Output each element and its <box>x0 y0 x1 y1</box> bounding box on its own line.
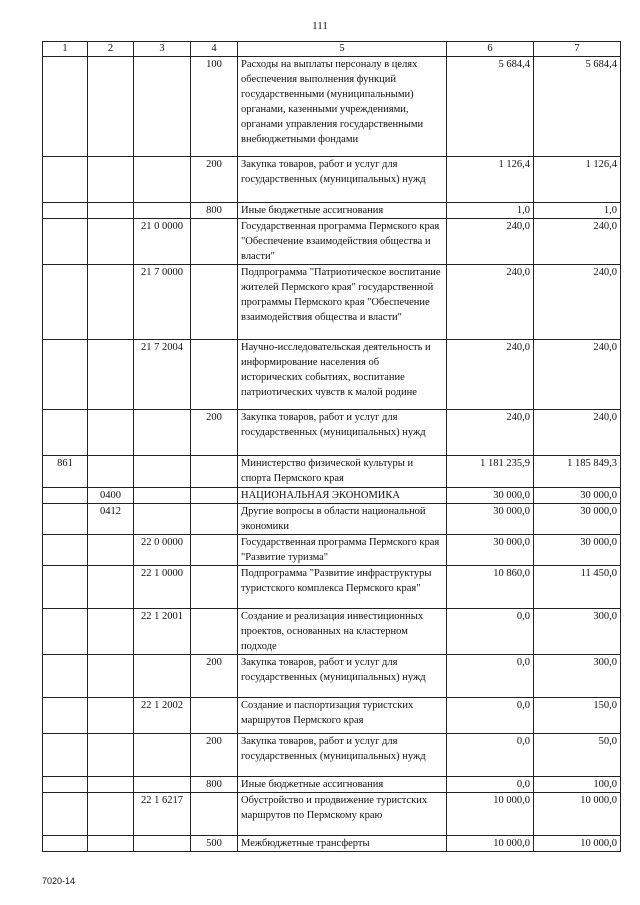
table-row <box>43 265 621 340</box>
cell-section <box>88 535 134 566</box>
cell-name: Подпрограмма "Развитие инфраструктуры туристского комплекса Пермского края" <box>238 566 447 609</box>
table-row <box>43 57 621 157</box>
cell-name: Закупка товаров, работ и услуг для государственных (муниципальных) нужд <box>238 655 447 698</box>
cell-name: Министерство физической культуры и спорта Пермского края <box>238 456 447 488</box>
cell-section <box>88 265 134 340</box>
cell-name: Расходы на выплаты персоналу в целях обеспечения выполнения функций государственными (муниципальными) органами, казенными учреждениями, органами управления государственными внебюджетными фондами <box>238 57 447 157</box>
cell-amount-year2: 5 684,4 <box>534 57 621 157</box>
cell-target-article <box>134 836 191 852</box>
cell-amount-year2: 1 185 849,3 <box>534 456 621 488</box>
cell-section <box>88 836 134 852</box>
cell-target-article: 22 1 0000 <box>134 566 191 609</box>
cell-expense-type: 100 <box>191 57 238 157</box>
cell-amount-year2: 1 126,4 <box>534 157 621 203</box>
cell-department <box>43 566 88 609</box>
cell-amount-year1: 0,0 <box>447 734 534 777</box>
cell-expense-type: 200 <box>191 734 238 777</box>
cell-department <box>43 698 88 734</box>
table-row <box>43 203 621 219</box>
cell-section <box>88 456 134 488</box>
table-row <box>43 609 621 655</box>
cell-name: Создание и реализация инвестиционных проектов, основанных на кластерном подходе <box>238 609 447 655</box>
cell-name: Иные бюджетные ассигнования <box>238 203 447 219</box>
cell-amount-year2: 30 000,0 <box>534 504 621 535</box>
cell-name: Закупка товаров, работ и услуг для государственных (муниципальных) нужд <box>238 157 447 203</box>
cell-target-article <box>134 456 191 488</box>
cell-expense-type <box>191 456 238 488</box>
cell-target-article: 21 7 2004 <box>134 340 191 410</box>
cell-name: НАЦИОНАЛЬНАЯ ЭКОНОМИКА <box>238 488 447 504</box>
table-row <box>43 157 621 203</box>
table-row <box>43 793 621 836</box>
cell-amount-year1: 10 000,0 <box>447 836 534 852</box>
cell-amount-year2: 240,0 <box>534 340 621 410</box>
cell-section <box>88 698 134 734</box>
cell-department <box>43 57 88 157</box>
cell-amount-year2: 240,0 <box>534 219 621 265</box>
cell-amount-year1: 240,0 <box>447 410 534 456</box>
cell-department <box>43 340 88 410</box>
cell-name: Иные бюджетные ассигнования <box>238 777 447 793</box>
cell-amount-year2: 300,0 <box>534 655 621 698</box>
cell-department <box>43 655 88 698</box>
cell-expense-type <box>191 698 238 734</box>
cell-amount-year2: 50,0 <box>534 734 621 777</box>
cell-department <box>43 488 88 504</box>
cell-amount-year2: 240,0 <box>534 410 621 456</box>
cell-expense-type: 200 <box>191 410 238 456</box>
cell-amount-year2: 300,0 <box>534 609 621 655</box>
cell-amount-year2: 1,0 <box>534 203 621 219</box>
cell-target-article: 22 1 6217 <box>134 793 191 836</box>
cell-amount-year1: 240,0 <box>447 219 534 265</box>
cell-expense-type <box>191 488 238 504</box>
cell-amount-year2: 100,0 <box>534 777 621 793</box>
cell-target-article <box>134 504 191 535</box>
cell-name: Научно-исследовательская деятельность и информирование населения об исторических событиях, воспитание патриотических чувств к малой родине <box>238 340 447 410</box>
cell-amount-year2: 30 000,0 <box>534 535 621 566</box>
column-header: 7 <box>534 42 621 57</box>
cell-department <box>43 609 88 655</box>
cell-section <box>88 203 134 219</box>
cell-name: Государственная программа Пермского края "Развитие туризма" <box>238 535 447 566</box>
cell-name: Обустройство и продвижение туристских маршрутов по Пермскому краю <box>238 793 447 836</box>
cell-expense-type <box>191 793 238 836</box>
table-row <box>43 734 621 777</box>
cell-name: Подпрограмма "Патриотическое воспитание жителей Пермского края" государственной программы Пермского края "Обеспечение взаимодействия общества и власти" <box>238 265 447 340</box>
cell-amount-year1: 0,0 <box>447 777 534 793</box>
cell-department <box>43 504 88 535</box>
cell-target-article <box>134 57 191 157</box>
cell-section <box>88 340 134 410</box>
column-header-row <box>43 42 621 57</box>
table-row <box>43 777 621 793</box>
cell-amount-year2: 30 000,0 <box>534 488 621 504</box>
table-row <box>43 836 621 852</box>
cell-amount-year2: 10 000,0 <box>534 793 621 836</box>
cell-target-article <box>134 488 191 504</box>
cell-amount-year1: 30 000,0 <box>447 488 534 504</box>
cell-amount-year2: 150,0 <box>534 698 621 734</box>
cell-amount-year1: 1 126,4 <box>447 157 534 203</box>
cell-amount-year2: 240,0 <box>534 265 621 340</box>
cell-section: 0412 <box>88 504 134 535</box>
table-row <box>43 655 621 698</box>
cell-target-article: 21 7 0000 <box>134 265 191 340</box>
cell-name: Государственная программа Пермского края "Обеспечение взаимодействия общества и власти" <box>238 219 447 265</box>
cell-amount-year1: 0,0 <box>447 609 534 655</box>
cell-amount-year1: 240,0 <box>447 265 534 340</box>
cell-expense-type <box>191 566 238 609</box>
cell-expense-type: 200 <box>191 157 238 203</box>
column-header: 3 <box>134 42 191 57</box>
table-row <box>43 219 621 265</box>
cell-target-article <box>134 203 191 219</box>
cell-expense-type <box>191 504 238 535</box>
column-header: 4 <box>191 42 238 57</box>
cell-section <box>88 566 134 609</box>
cell-expense-type <box>191 535 238 566</box>
column-header: 5 <box>238 42 447 57</box>
budget-table <box>42 41 621 852</box>
cell-expense-type <box>191 340 238 410</box>
cell-amount-year1: 30 000,0 <box>447 535 534 566</box>
table-row <box>43 535 621 566</box>
table-row <box>43 698 621 734</box>
cell-section <box>88 793 134 836</box>
cell-department <box>43 203 88 219</box>
table-row <box>43 456 621 488</box>
cell-amount-year2: 11 450,0 <box>534 566 621 609</box>
cell-department <box>43 734 88 777</box>
cell-amount-year1: 240,0 <box>447 340 534 410</box>
table-row <box>43 566 621 609</box>
cell-target-article <box>134 777 191 793</box>
cell-name: Другие вопросы в области национальной экономики <box>238 504 447 535</box>
cell-section <box>88 157 134 203</box>
table-row <box>43 504 621 535</box>
cell-section: 0400 <box>88 488 134 504</box>
cell-target-article <box>134 655 191 698</box>
cell-section <box>88 410 134 456</box>
cell-department <box>43 836 88 852</box>
cell-target-article <box>134 410 191 456</box>
cell-amount-year1: 10 000,0 <box>447 793 534 836</box>
cell-department <box>43 410 88 456</box>
table-row <box>43 410 621 456</box>
cell-expense-type <box>191 219 238 265</box>
cell-target-article: 22 1 2001 <box>134 609 191 655</box>
column-header: 6 <box>447 42 534 57</box>
cell-expense-type <box>191 265 238 340</box>
cell-amount-year2: 10 000,0 <box>534 836 621 852</box>
cell-amount-year1: 0,0 <box>447 655 534 698</box>
cell-section <box>88 777 134 793</box>
cell-department <box>43 219 88 265</box>
cell-target-article: 22 1 2002 <box>134 698 191 734</box>
cell-expense-type: 800 <box>191 777 238 793</box>
column-header: 1 <box>43 42 88 57</box>
cell-amount-year1: 1 181 235,9 <box>447 456 534 488</box>
cell-target-article <box>134 157 191 203</box>
cell-section <box>88 219 134 265</box>
cell-expense-type <box>191 609 238 655</box>
cell-department <box>43 793 88 836</box>
cell-section <box>88 609 134 655</box>
cell-target-article: 21 0 0000 <box>134 219 191 265</box>
cell-department <box>43 777 88 793</box>
cell-section <box>88 655 134 698</box>
cell-amount-year1: 0,0 <box>447 698 534 734</box>
table-row <box>43 488 621 504</box>
cell-expense-type: 800 <box>191 203 238 219</box>
cell-section <box>88 734 134 777</box>
document-code: 7020-14 <box>42 876 76 886</box>
cell-expense-type: 200 <box>191 655 238 698</box>
page-number: 111 <box>312 20 328 32</box>
cell-name: Межбюджетные трансферты <box>238 836 447 852</box>
cell-department <box>43 157 88 203</box>
table-row <box>43 340 621 410</box>
cell-amount-year1: 1,0 <box>447 203 534 219</box>
column-header: 2 <box>88 42 134 57</box>
cell-department: 861 <box>43 456 88 488</box>
cell-name: Создание и паспортизация туристских маршрутов Пермского края <box>238 698 447 734</box>
cell-name: Закупка товаров, работ и услуг для государственных (муниципальных) нужд <box>238 410 447 456</box>
cell-expense-type: 500 <box>191 836 238 852</box>
cell-target-article <box>134 734 191 777</box>
cell-target-article: 22 0 0000 <box>134 535 191 566</box>
cell-amount-year1: 5 684,4 <box>447 57 534 157</box>
cell-department <box>43 535 88 566</box>
cell-amount-year1: 10 860,0 <box>447 566 534 609</box>
cell-department <box>43 265 88 340</box>
cell-amount-year1: 30 000,0 <box>447 504 534 535</box>
cell-section <box>88 57 134 157</box>
cell-name: Закупка товаров, работ и услуг для государственных (муниципальных) нужд <box>238 734 447 777</box>
